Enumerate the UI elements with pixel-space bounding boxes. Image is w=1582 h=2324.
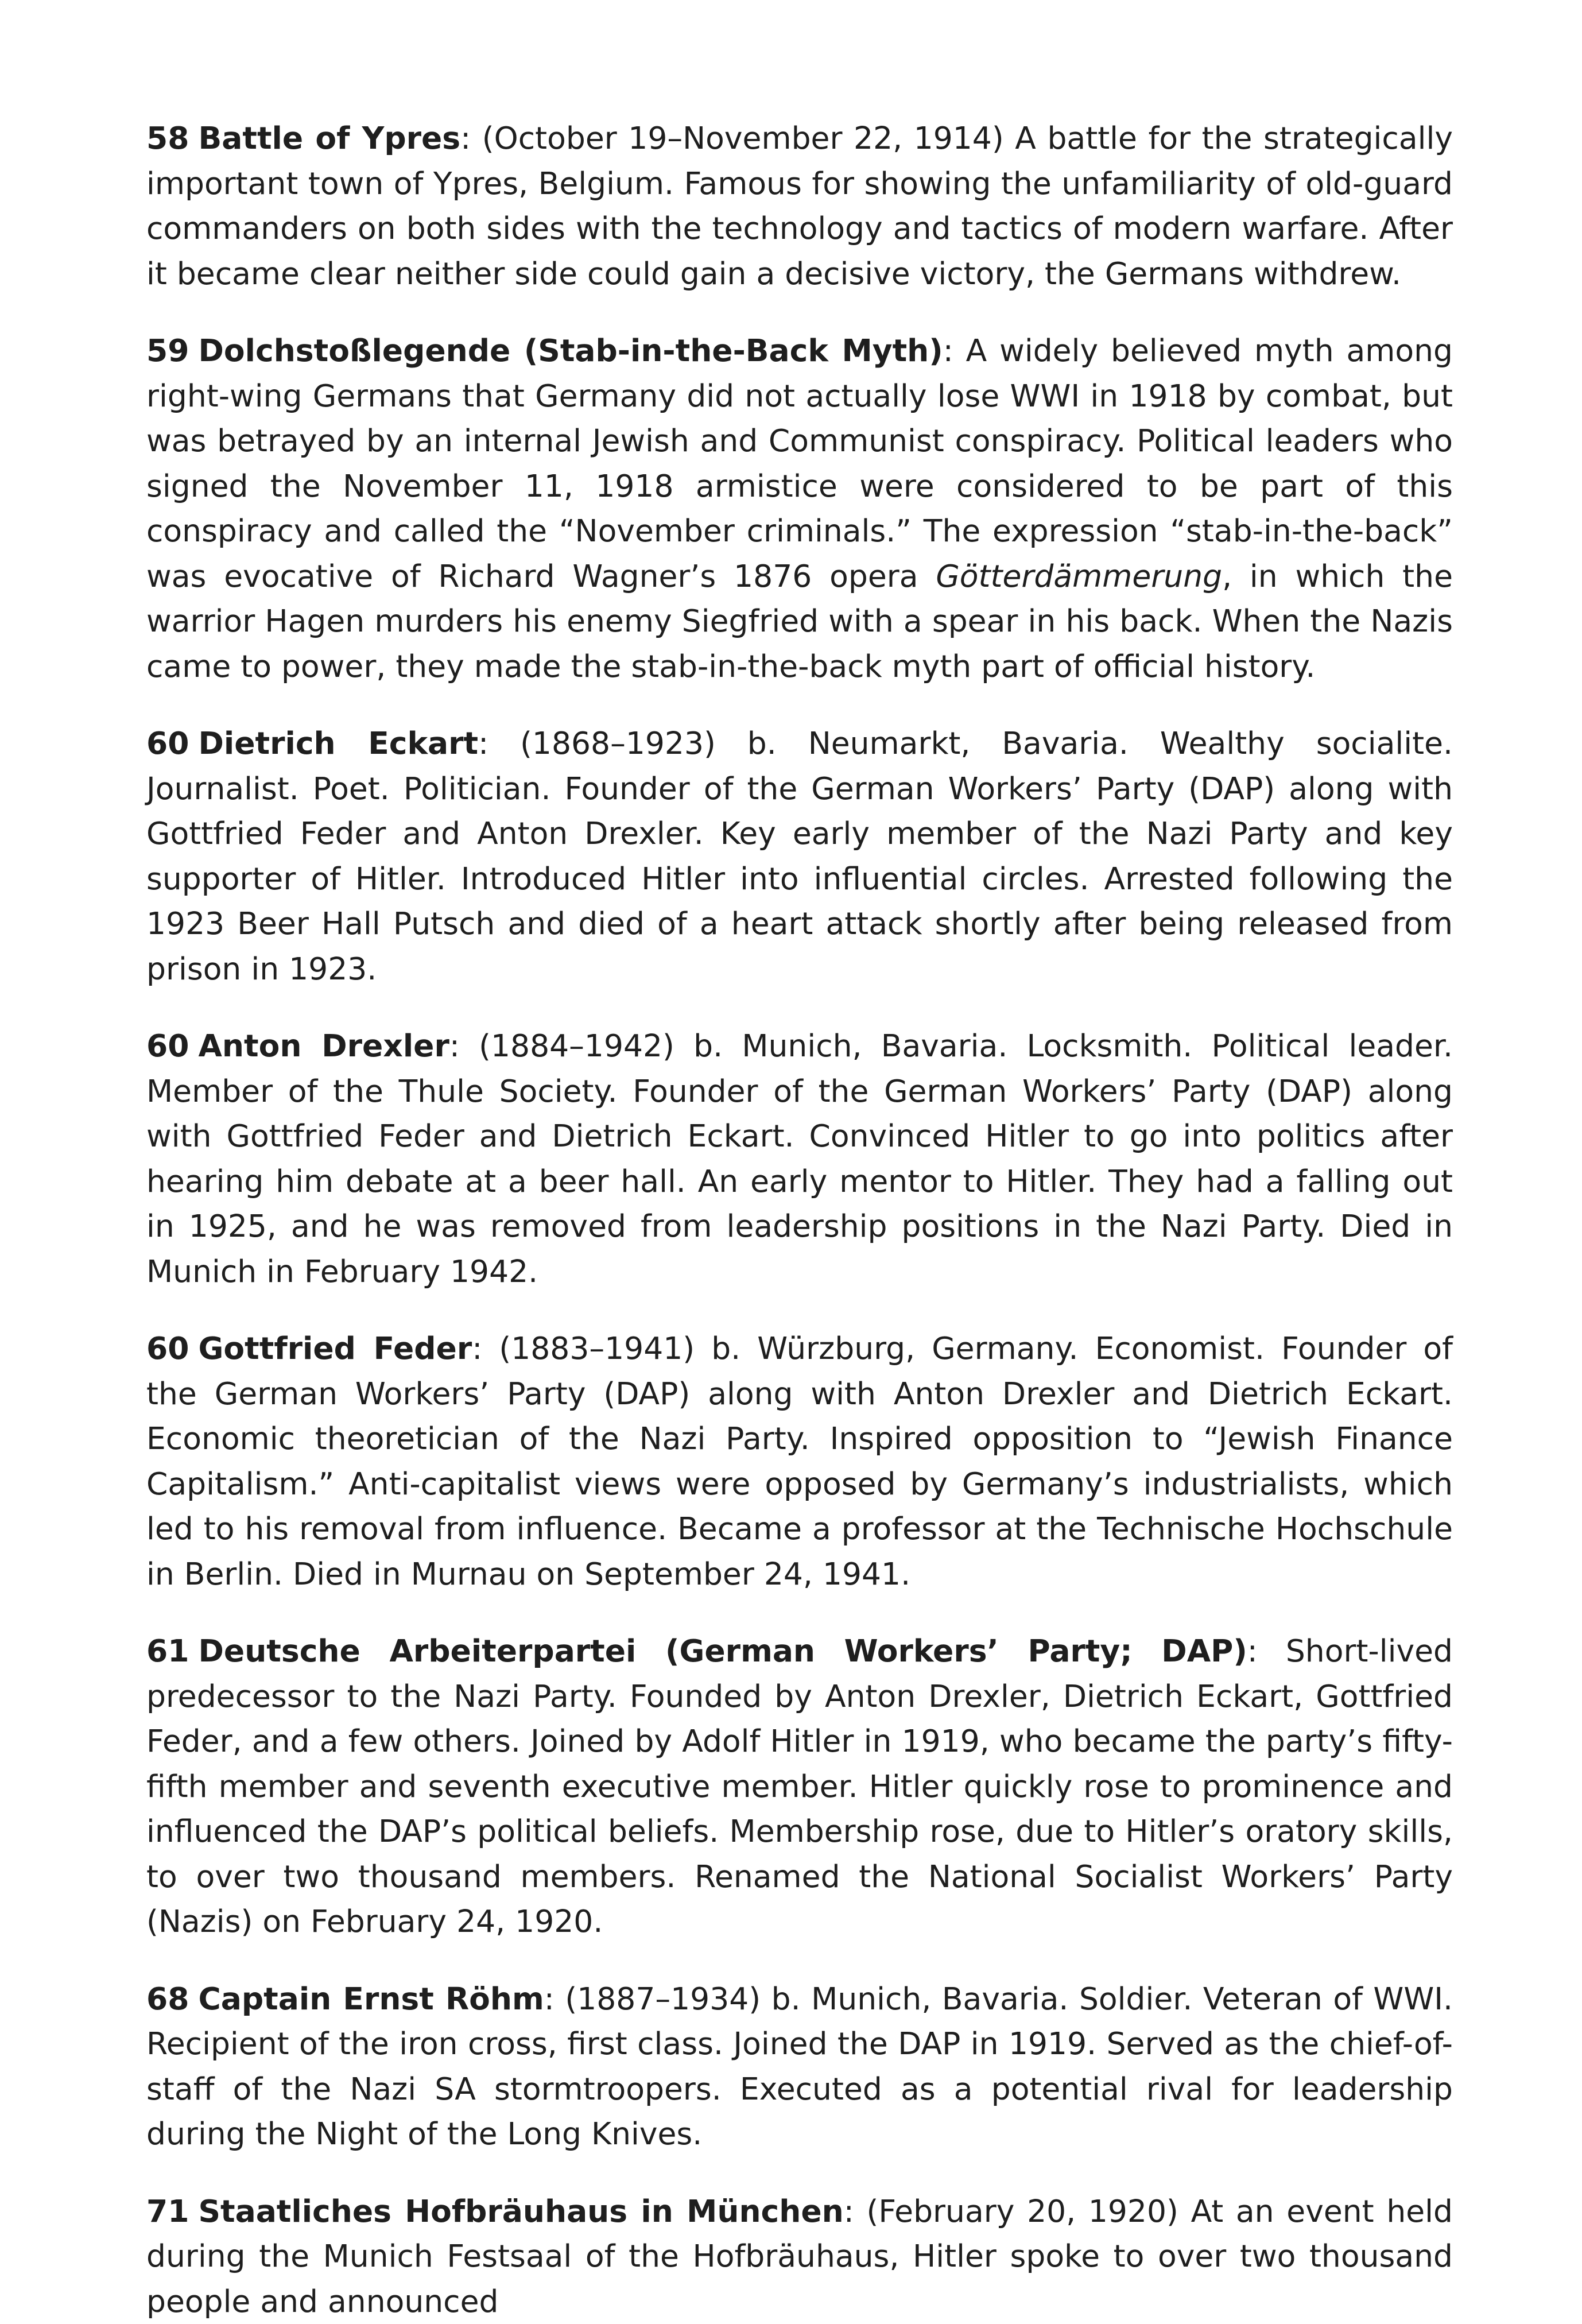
entry-page-number: 61 — [146, 1633, 189, 1669]
entry-term: Deutsche Arbeiterpartei (German Workers’ Party; DAP) — [199, 1633, 1247, 1669]
glossary-entry-dietrich-eckart: 60 Dietrich Eckart: (1868–1923) b. Neumarkt, Bavaria. Wealthy socialite. Journalist. Poet. Politician. Founder of the German Workers’ Party (DAP) along with Gottfried Feder and Anton Drexler. Key early member of the Nazi Party and key supporter of Hitler. Introduced Hitler into influential circles. Arrested following the 1923 Beer Hall Putsch and died of a heart attack shortly after being released from prison in 1923. — [146, 721, 1453, 991]
glossary-entry-anton-drexler: 60 Anton Drexler: (1884–1942) b. Munich, Bavaria. Locksmith. Political leader. Member of the Thule Society. Founder of the German Workers’ Party (DAP) along with Gottfried Feder and Dietrich Eckart. Convinced Hitler to go into politics after hearing him debate at a beer hall. An early mentor to Hitler. They had a falling out in 1925, and he was removed from leadership positions in the Nazi Party. Died in Munich in February 1942. — [146, 1024, 1453, 1294]
glossary-entry-hofbraeuhaus: 71 Staatliches Hofbräuhaus in München: (February 20, 1920) At an event held during the Munich Festsaal of the Hofbräuhaus, Hitler spoke to over two thousand people and announced — [146, 2189, 1453, 2324]
entry-description: (1868–1923) b. Neumarkt, Bavaria. Wealthy socialite. Journalist. Poet. Politician. Founder of the German Workers’ Party (DAP) along with Gottfried Feder and Anton Drexler. Key early member of the Nazi Party and key supporter of Hitler. Introduced Hitler into influential circles. Arrested following the 1923 Beer Hall Putsch and died of a heart attack shortly after being released from prison in 1923. — [146, 725, 1453, 987]
entry-description: (1887–1934) b. Munich, Bavaria. Soldier. Veteran of WWI. Recipient of the iron cross, first class. Joined the DAP in 1919. Served as the chief-of-staff of the Nazi SA stormtroopers. Executed as a potential rival for leadership during the Night of the Long Knives. — [146, 1981, 1453, 2152]
entry-page-number: 60 — [146, 725, 189, 761]
entry-page-number: 59 — [146, 332, 189, 369]
entry-description: (February 20, 1920) At an event held during the Munich Festsaal of the Hofbräuhaus, Hitler spoke to over two thousand people and announced — [146, 2193, 1453, 2319]
entry-page-number: 60 — [146, 1028, 189, 1064]
entry-term: Staatliches Hofbräuhaus in München — [199, 2193, 844, 2229]
entry-term: Dolchstoßlegende (Stab-in-the-Back Myth) — [199, 332, 943, 369]
entry-term: Captain Ernst Röhm — [199, 1981, 544, 2017]
glossary-entry-ernst-roehm: 68 Captain Ernst Röhm: (1887–1934) b. Munich, Bavaria. Soldier. Veteran of WWI. Recipient of the iron cross, first class. Joined the DAP in 1919. Served as the chief-of-staff of the Nazi SA stormtroopers. Executed as a potential rival for leadership during the Night of the Long Knives. — [146, 1977, 1453, 2157]
entry-description: Short-lived predecessor to the Nazi Party. Founded by Anton Drexler, Dietrich Eckart, Gottfried Feder, and a few others. Joined by Adolf Hitler in 1919, who became the party’s fifty-fifth member and seventh executive member. Hitler quickly rose to prominence and influenced the DAP’s political beliefs. Membership rose, due to Hitler’s oratory skills, to over two thousand members. Renamed the National Socialist Workers’ Party (Nazis) on February 24, 1920. — [146, 1633, 1453, 1939]
entry-description: (1884–1942) b. Munich, Bavaria. Locksmith. Political leader. Member of the Thule Society. Founder of the German Workers’ Party (DAP) along with Gottfried Feder and Dietrich Eckart. Convinced Hitler to go into politics after hearing him debate at a beer hall. An early mentor to Hitler. They had a falling out in 1925, and he was removed from leadership positions in the Nazi Party. Died in Munich in February 1942. — [146, 1028, 1453, 1289]
glossary-entry-deutsche-arbeiterpartei: 61 Deutsche Arbeiterpartei (German Workers’ Party; DAP): Short-lived predecessor to the Nazi Party. Founded by Anton Drexler, Dietrich Eckart, Gottfried Feder, and a few others. Joined by Adolf Hitler in 1919, who became the party’s fifty-fifth member and seventh executive member. Hitler quickly rose to prominence and influenced the DAP’s political beliefs. Membership rose, due to Hitler’s oratory skills, to over two thousand members. Renamed the National Socialist Workers’ Party (Nazis) on February 24, 1920. — [146, 1629, 1453, 1945]
entry-page-number: 60 — [146, 1330, 189, 1366]
entry-term: Dietrich Eckart — [199, 725, 479, 761]
entry-page-number: 68 — [146, 1981, 189, 2017]
entry-term: Gottfried Feder — [199, 1330, 472, 1366]
entry-term: Battle of Ypres — [199, 120, 461, 156]
entry-description: (1883–1941) b. Würzburg, Germany. Economist. Founder of the German Workers’ Party (DAP) along with Anton Drexler and Dietrich Eckart. Economic theoretician of the Nazi Party. Inspired opposition to “Jewish Finance Capitalism.” Anti-capitalist views were opposed by Germany’s industrialists, which led to his removal from influence. Became a professor at the Technische Hochschule in Berlin. Died in Murnau on September 24, 1941. — [146, 1330, 1453, 1592]
entry-page-number: 71 — [146, 2193, 189, 2229]
glossary-page — [146, 116, 1453, 2324]
entry-term: Anton Drexler — [199, 1028, 449, 1064]
entry-italic-title: Götterdämmerung — [936, 558, 1222, 594]
entry-page-number: 58 — [146, 120, 189, 156]
glossary-entry-gottfried-feder: 60 Gottfried Feder: (1883–1941) b. Würzburg, Germany. Economist. Founder of the German Workers’ Party (DAP) along with Anton Drexler and Dietrich Eckart. Economic theoretician of the Nazi Party. Inspired opposition to “Jewish Finance Capitalism.” Anti-capitalist views were opposed by Germany’s industrialists, which led to his removal from influence. Became a professor at the Technische Hochschule in Berlin. Died in Murnau on September 24, 1941. — [146, 1326, 1453, 1597]
glossary-entry-dolchstosslegende: 59 Dolchstoßlegende (Stab-in-the-Back Myth): A widely believed myth among right-wing Germans that Germany did not actually lose WWI in 1918 by combat, but was betrayed by an internal Jewish and Communist conspiracy. Political leaders who signed the November 11, 1918 armistice were considered to be part of this conspiracy and called the “November criminals.” The expression “stab-in-the-back” was evocative of Richard Wagner’s 1876 opera Götterdämmerung, in which the warrior Hagen murders his enemy Siegfried with a spear in his back. When the Nazis came to power, they made the stab-in-the-back myth part of official history. — [146, 328, 1453, 689]
entry-description: (October 19–November 22, 1914) A battle for the strategically important town of Ypres, Belgium. Famous for showing the unfamiliarity of old-guard commanders on both sides with the technology and tactics of modern warfare. After it became clear neither side could gain a decisive victory, the Germans withdrew. — [146, 120, 1453, 292]
entry-description-continued: , in which the warrior Hagen murders his enemy Siegfried with a spear in his back. When the Nazis came to power, they made the stab-in-the-back myth part of official history. — [146, 558, 1453, 684]
entry-description: A widely believed myth among right-wing Germans that Germany did not actually lose WWI in 1918 by combat, but was betrayed by an internal Jewish and Communist conspiracy. Political leaders who signed the November 11, 1918 armistice were considered to be part of this conspiracy and called the “November criminals.” The expression “stab-in-the-back” was evocative of Richard Wagner’s 1876 opera — [146, 332, 1453, 594]
glossary-entry-battle-of-ypres: 58 Battle of Ypres: (October 19–November 22, 1914) A battle for the strategically important town of Ypres, Belgium. Famous for showing the unfamiliarity of old-guard commanders on both sides with the technology and tactics of modern warfare. After it became clear neither side could gain a decisive victory, the Germans withdrew. — [146, 116, 1453, 296]
